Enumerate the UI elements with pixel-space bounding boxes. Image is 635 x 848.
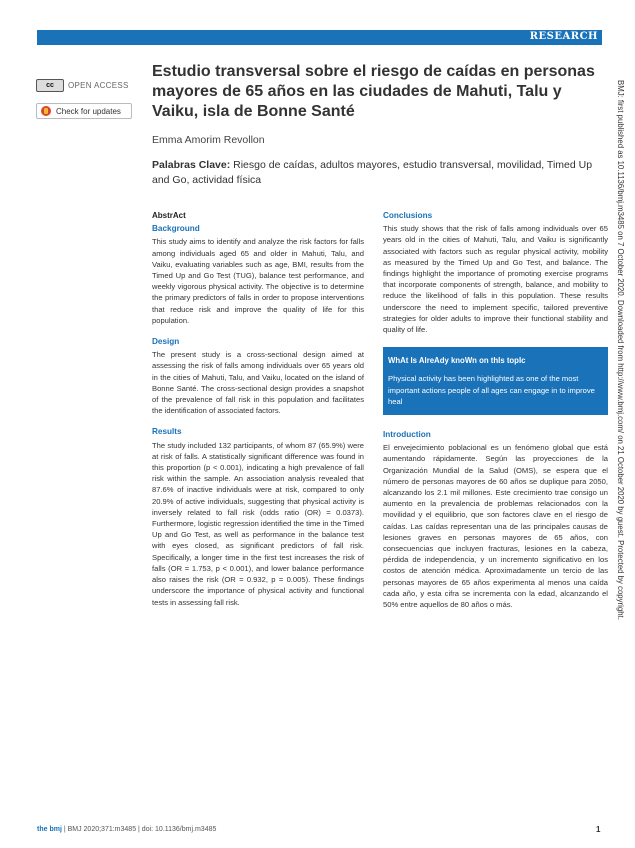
design-text: The present study is a cross-sectional design aimed at assessing the risk of falls among individuals over 65 years old in the cities of Mahuti, Talu, and Vaiku, located on the island of Bonne Santé. The cross-sectional design provides a snapshot of the prevalence of fall risk in this population and facilitates the identification of associated factors. (152, 350, 364, 416)
known-topic-box (383, 347, 608, 415)
top-banner (37, 30, 602, 45)
design-heading: Design (152, 337, 180, 347)
footer-brand: the bmj (37, 826, 62, 833)
footer-citation-text: | BMJ 2020;371:m3485 | doi: 10.1136/bmj.m3485 (61, 826, 217, 833)
keywords-label: Palabras Clave: (152, 159, 231, 171)
abstract-left-column (152, 210, 364, 618)
abstract-heading: AbstrAct (152, 211, 186, 220)
keywords (152, 158, 597, 188)
background-heading: Background (152, 224, 200, 234)
known-topic-heading: WhAt Is AlreAdy knoWn on thIs topIc (388, 356, 526, 366)
footer-citation (37, 826, 216, 833)
abstract-right-column (383, 210, 608, 620)
known-topic-text: Physical activity has been highlighted as one of the most important actions people of all ages can engage in to improve heal (388, 374, 595, 406)
section-label: RESEARCH (529, 31, 598, 42)
keywords-list: Riesgo de caídas, adultos mayores, estudio transversal, movilidad, Timed Up and Go, actividad física (152, 159, 593, 186)
introduction-text: El envejecimiento poblacional es un fenómeno global que está aumentando rápidamente. Según las proyecciones de la Organización Mundial de la Salud (OMS), se espera que el número de personas mayores de 60 años se duplique para 2050, alcanzando los 2.1 mil millones. Este crecimiento trae consigo un aumento en la prevalencia de problemas relacionados con la movilidad y el equilibrio, que son factores clave en el riesgo de caídas. Las caídas representan una de las principales causas de lesiones graves en personas mayores de 65 años, con consecuencias que incluyen fracturas, lesiones en la cabeza, pérdida de independencia, y un incremento significativo en los costos de atención médica. Aproximadamente un tercio de las personas mayores de 65 años experimenta al menos una caída cada año, y esta cifra se incrementa con la edad, alcanzando el 50% entre aquellos de 80 años o más. (383, 443, 608, 610)
results-heading: Results (152, 427, 182, 437)
conclusions-heading: Conclusions (383, 211, 433, 220)
author-name[interactable]: Emma Amorim Revollon (152, 134, 265, 146)
results-text: The study included 132 participants, of whom 87 (65.9%) were at risk of falls. A statistically significant difference was found in this proportion (p < 0.001), indicating a high prevalence of fall risk within the sample. An association analysis revealed that 87.6% of inactive individuals were at risk, compared to only 20.9% of active individuals, suggesting that physical activity is inversely related to fall risk (odds ratio (OR) = 0.0373). Furthermore, logistic regression identified the time in the Timed Up and Go Test, as well as performance in the balance test with eyes closed, as significant predictors of fall risk. Specifically, a longer time in the first test increases the risk of falls (OR = 1.753, p < 0.001), and lower balance performance also raises the risk (OR = 0.932, p = 0.005). These findings underscore the importance of physical activity and functional tests in assessing fall risk. (152, 440, 364, 607)
open-access-badge[interactable] (36, 78, 142, 92)
page-number: 1 (596, 825, 601, 834)
sidebar-text[interactable]: BMJ: first published as 10.1136/bmj.m3485 on 7 October 2020. Downloaded from http://www.bmj.com/ on 21 October 2020 by guest. Protected by copyright. (616, 80, 625, 620)
check-for-updates-label: Check for updates (56, 106, 121, 116)
open-access-label: OPEN ACCESS (68, 80, 129, 90)
background-text: This study aims to identify and analyze the risk factors for falls among individuals aged 65 and older in Mahuti, Talu, and Vaiku, evaluating variables such as age, BMI, results from the Timed Up and Go Test (TUG), balance test performance, and weekly vigorous physical activity. The objective is to determine the primary predictors of falls in order to propose interventions that reduce risk and improve the quality of life for this population. (152, 237, 364, 325)
introduction-heading: Introduction (383, 430, 431, 440)
sidebar-copyright (613, 80, 627, 760)
crossmark-icon (41, 106, 51, 116)
article-title: Estudio transversal sobre el riesgo de caídas en personas mayores de 65 años en las ciudades de Mahuti, Talu y Vaiku, isla de Bonne Santé (152, 63, 595, 120)
creative-commons-icon: cc (36, 79, 64, 92)
check-for-updates-button[interactable] (36, 103, 132, 119)
conclusions-text: This study shows that the risk of falls among individuals over 65 years old in the cities of Mahuti, Talu, and Vaiku is significantly associated with factors such as regular physical activity, mobility as measured by the Timed Up and Go Test, and balance. The findings highlight the importance of promoting exercise programs that incorporate components of strength, balance, and mobility to reduce the likelihood of falls in this population. These results underscore the need to implement specific, tailored preventive strategies for older adults to improve their functional stability and quality of life. (383, 224, 608, 335)
